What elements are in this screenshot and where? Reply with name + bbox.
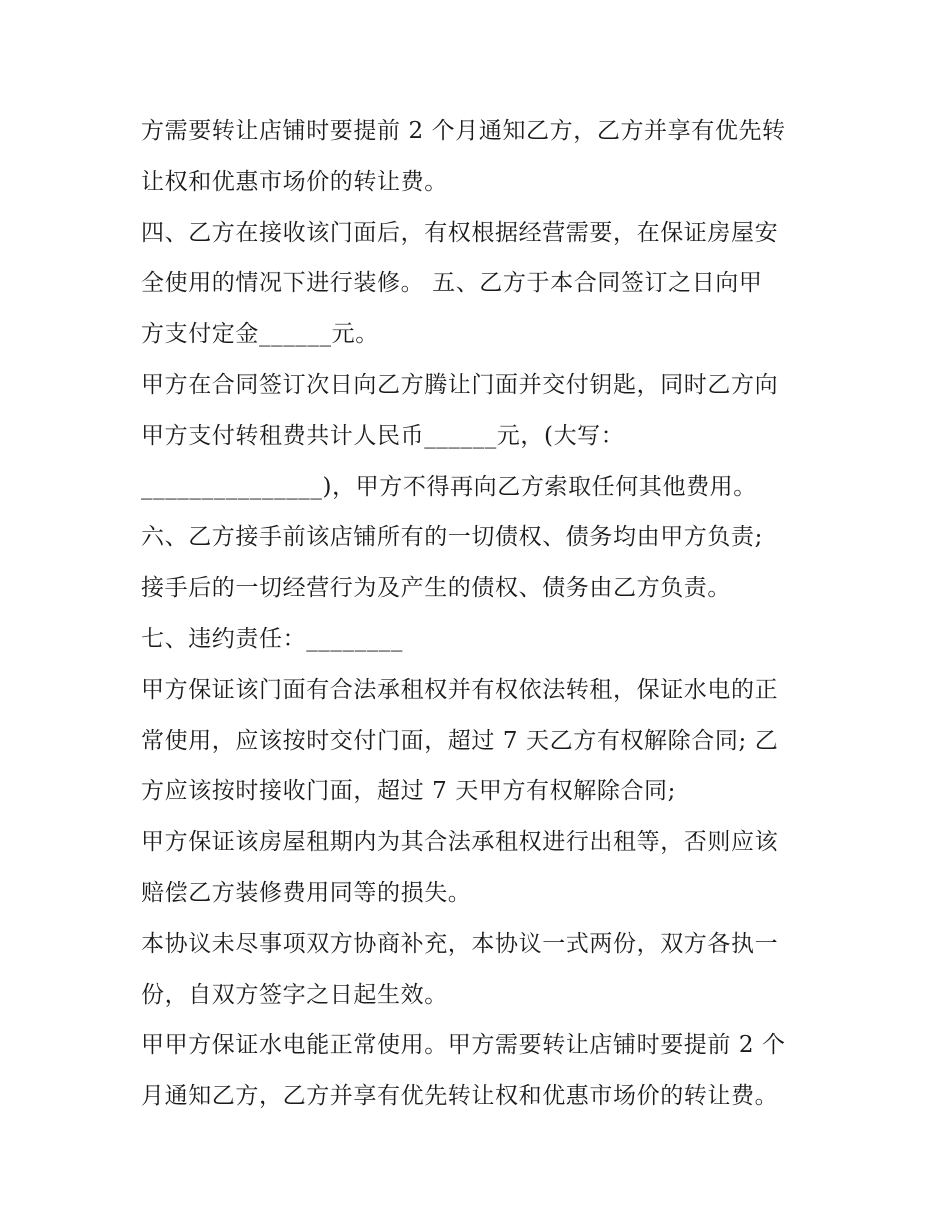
text-line: 接手后的一切经营行为及产生的债权、债务由乙方负责。 (141, 575, 731, 602)
text-line: 让权和优惠市场价的转让费。 (141, 168, 448, 195)
text-line: 七、违约责任：________ (141, 625, 403, 652)
document-body (141, 106, 821, 1122)
text-line: 常使用，应该按时交付门面，超过 7 天乙方有权解除合同; 乙 (141, 727, 779, 754)
text-line: 方支付定金______元。 (141, 321, 379, 348)
text-line: 甲甲方保证水电能正常使用。甲方需要转让店铺时要提前 2 个 (141, 1032, 786, 1059)
text-line: 四、乙方在接收该门面后，有权根据经营需要，在保证房屋安 (141, 219, 779, 246)
text-line: 方应该按时接收门面，超过 7 天甲方有权解除合同; (141, 778, 677, 805)
text-line: _______________)，甲方不得再向乙方索取任何其他费用。 (141, 473, 757, 500)
text-line: 月通知乙方，乙方并享有优先转让权和优惠市场价的转让费。 (141, 1083, 779, 1110)
text-line: 本协议未尽事项双方协商补充，本协议一式两份，双方各执一 (141, 930, 779, 957)
text-line: 六、乙方接手前该店铺所有的一切债权、债务均由甲方负责; (141, 524, 763, 551)
text-line: 方需要转让店铺时要提前 2 个月通知乙方，乙方并享有优先转 (141, 118, 786, 144)
text-line: 甲方保证该门面有合法承租权并有权依法转租，保证水电的正 (141, 676, 779, 703)
text-line: 甲方在合同签订次日向乙方腾让门面并交付钥匙，同时乙方向 (141, 371, 779, 398)
text-line: 赔偿乙方装修费用同等的损失。 (141, 879, 472, 906)
text-line: 份，自双方签字之日起生效。 (141, 981, 448, 1008)
text-line: 甲方支付转租费共计人民币______元，(大写： (141, 422, 625, 449)
text-line: 全使用的情况下进行装修。 五、乙方于本合同签订之日向甲 (141, 270, 763, 297)
text-line: 甲方保证该房屋租期内为其合法承租权进行出租等，否则应该 (141, 829, 779, 856)
